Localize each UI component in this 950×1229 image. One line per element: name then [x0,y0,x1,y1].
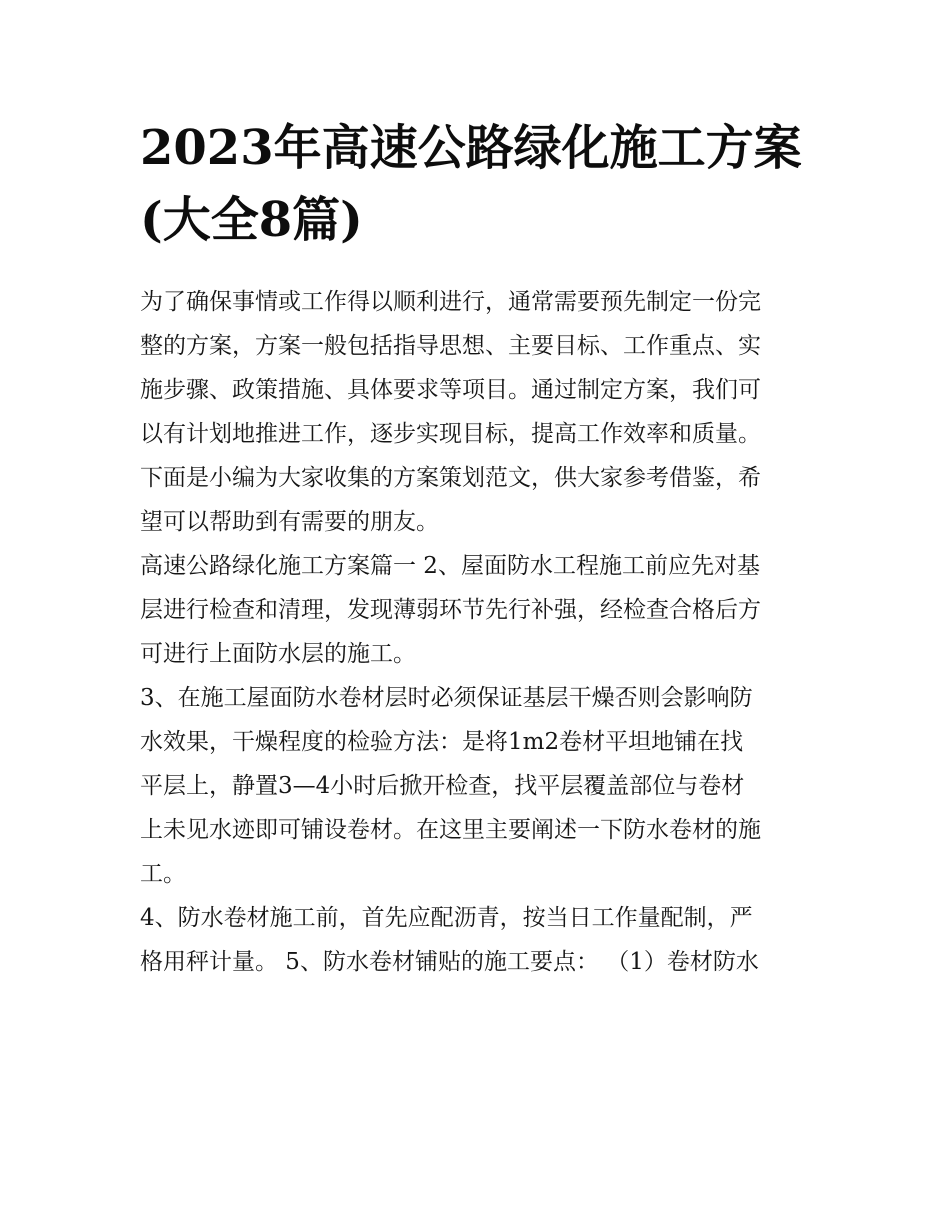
text-line: 施步骤、政策措施、具体要求等项目。通过制定方案，我们可 [140,377,761,403]
text-line: 下面是小编为大家收集的方案策划范文，供大家参考借鉴，希 [140,465,761,491]
document-body [140,280,820,984]
text-line: 4、防水卷材施工前，首先应配沥青，按当日工作量配制，严 [140,905,753,931]
text-line: 可进行上面防水层的施工。 [140,641,416,667]
title-line-1: 2023年高速公路绿化施工方案 [140,120,802,176]
title-line-2: (大全8篇) [140,192,363,248]
document-title [140,112,820,256]
text-line: 层进行检查和清理，发现薄弱环节先行补强，经检查合格后方 [140,597,761,623]
text-line: 望可以帮助到有需要的朋友。 [140,509,439,535]
text-line: 以有计划地推进工作，逐步实现目标，提高工作效率和质量。 [140,421,761,447]
paragraph-item-3 [140,676,820,896]
text-line: 整的方案，方案一般包括指导思想、主要目标、工作重点、实 [140,333,761,359]
text-line: 平层上，静置3—4小时后掀开检查，找平层覆盖部位与卷材 [140,773,745,799]
text-line: 水效果，干燥程度的检验方法：是将1m2卷材平坦地铺在找 [140,729,744,755]
text-line: 上未见水迹即可铺设卷材。在这里主要阐述一下防水卷材的施 [140,817,761,843]
text-line: 格用秤计量。 5、防水卷材铺贴的施工要点： （1）卷材防水 [140,949,759,975]
paragraph-intro [140,280,820,544]
text-line: 工。 [140,861,186,887]
paragraph-item-4 [140,896,820,984]
paragraph-section-1 [140,544,820,676]
text-line: 3、在施工屋面防水卷材层时必须保证基层干燥否则会影响防 [140,685,753,711]
text-line: 高速公路绿化施工方案篇一 2、屋面防水工程施工前应先对基 [140,553,760,579]
text-line: 为了确保事情或工作得以顺利进行，通常需要预先制定一份完 [140,289,761,315]
